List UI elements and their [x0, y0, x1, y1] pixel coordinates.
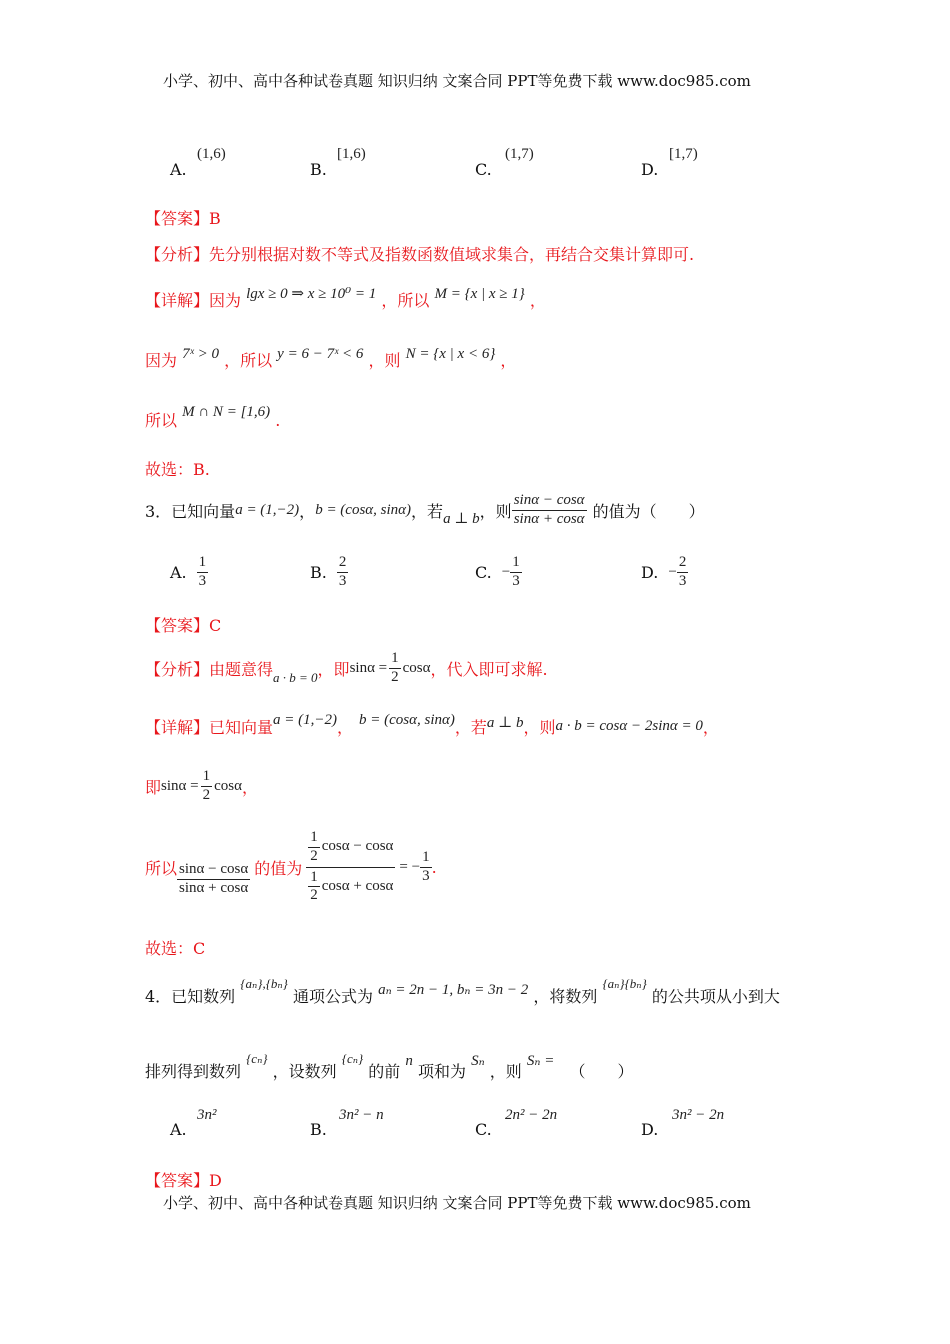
q3-l3-text3: . — [431, 857, 437, 877]
q3-stem-text1: 3．已知向量 — [145, 501, 236, 521]
q3-l3-fraction — [177, 862, 250, 897]
q3-l3-big-num-a: 1 — [308, 830, 320, 848]
q3-analysis-frac-den: 2 — [391, 668, 399, 685]
q2-l2-math3: N = {x | x < 6} — [405, 346, 496, 362]
q3-detail-line2 — [145, 764, 258, 808]
q3-l3-frac-den: sinα + cosα — [179, 879, 249, 896]
q2-l2-text2: ，所以 — [224, 351, 273, 370]
q3-analysis — [145, 646, 548, 690]
q2-analysis: 【分析】先分别根据对数不等式及指数函数值域求集合，再结合交集计算即可. — [145, 245, 695, 264]
q3-analysis-math1: a · b = 0 — [273, 670, 318, 685]
q4-option-b-letter: B. — [310, 1120, 327, 1139]
q3-option-c-num: 1 — [510, 555, 522, 573]
q3-stem-text4: ，则 — [479, 501, 512, 521]
q4-option-c-value: 2n² − 2n — [505, 1107, 558, 1123]
q2-detail-line3 — [145, 404, 281, 431]
q4-l2-math5: Sₙ = — [526, 1053, 555, 1069]
q3-detail-text3: ，若 — [454, 717, 487, 737]
q4-l2-math1: {cₙ} — [246, 1051, 268, 1066]
q2-option-d-letter: D. — [641, 160, 659, 179]
q3-analysis-fraction — [389, 651, 401, 686]
q3-l2-fraction — [201, 769, 213, 804]
q3-option-d-num: 2 — [677, 555, 689, 573]
q2-l2-text3: ，则 — [368, 351, 401, 370]
q3-detail-math3: a ⊥ b — [486, 714, 524, 731]
q2-detail-line2 — [145, 348, 516, 371]
q2-detail-math1: lgx ≥ 0 ⇒ x ≥ 10⁰ = 1 — [246, 286, 377, 302]
q4-option-c-letter: C. — [475, 1120, 492, 1139]
q2-choose: 故选：B. — [145, 460, 210, 479]
q3-l3-result-fraction — [420, 850, 432, 885]
page-footer: 小学、初中、高中各种试卷真题 知识归纳 文案合同 PPT等免费下载 www.doc985.com — [163, 1194, 751, 1212]
q4-stem-text4: 的公共项从小到大 — [651, 987, 780, 1006]
q3-option-a-den: 3 — [198, 572, 207, 589]
q2-l3-text2: . — [275, 411, 281, 430]
q3-l2-text1: 即 — [145, 777, 162, 797]
q2-option-c-letter: C. — [475, 160, 492, 179]
q4-option-d-value: 3n² − 2n — [672, 1107, 725, 1123]
q2-detail-text1: ，所以 — [381, 291, 430, 310]
q3-stem-math1: a = (1,−2) — [235, 501, 300, 518]
q2-l3-text1: 所以 — [145, 411, 178, 430]
q4-stem-math1: {aₙ},{bₙ} — [240, 976, 288, 991]
q3-detail-text4: ，则 — [523, 717, 556, 737]
q4-l2-text4: 项和为 — [417, 1062, 466, 1081]
q3-l3-frac-num: sinα − cosα — [177, 862, 250, 880]
q3-analysis-math2b: cosα — [402, 659, 431, 676]
q4-stem-line1 — [145, 976, 780, 1007]
q3-stem-fraction — [512, 493, 587, 528]
q2-l3-math1: M ∩ N = [1,6) — [182, 404, 271, 420]
q3-detail-math4: a · b = cosα − 2sinα = 0 — [555, 717, 703, 734]
q3-stem-frac-den: sinα + cosα — [513, 510, 585, 527]
q3-option-a — [170, 552, 208, 592]
q2-option-a-value: (1,6) — [197, 146, 226, 162]
q3-l3-text2: 的值为 — [254, 858, 303, 878]
q3-option-d-fraction — [677, 555, 689, 590]
q3-option-a-fraction — [197, 555, 209, 590]
q3-l2-math1a: sinα = — [161, 777, 199, 794]
page-header: 小学、初中、高中各种试卷真题 知识归纳 文案合同 PPT等免费下载 www.doc985.com — [163, 72, 751, 90]
q4-l2-text6: （ ） — [569, 1062, 634, 1081]
q2-detail-text2: ， — [529, 291, 546, 310]
q2-option-b-value: [1,6) — [337, 146, 366, 162]
q3-option-d-sign: − — [668, 563, 677, 580]
q2-option-d-value: [1,7) — [669, 146, 698, 162]
q4-option-a-letter: A. — [170, 1120, 187, 1139]
q3-option-c-letter: C. — [475, 562, 492, 582]
q3-option-a-letter: A. — [170, 562, 187, 582]
q4-stem-math2: aₙ = 2n − 1, bₙ = 3n − 2 — [378, 982, 529, 998]
q4-stem-line2 — [145, 1051, 634, 1082]
q4-option-a-value: 3n² — [197, 1107, 217, 1123]
q3-detail-text2: ， — [337, 717, 354, 737]
q3-analysis-frac-num: 1 — [389, 651, 401, 669]
q3-l3-big-num-b: 2 — [310, 847, 318, 864]
q4-stem-math3: {aₙ}{bₙ} — [602, 976, 647, 991]
q3-detail-math2: b = (cosα, sinα) — [359, 711, 455, 728]
q3-l3-big-num — [306, 830, 395, 868]
q2-detail-label: 【详解】因为 — [145, 291, 242, 310]
q2-option-b-letter: B. — [310, 160, 327, 179]
q3-detail-line3 — [145, 822, 437, 912]
q3-l2-frac-num: 1 — [201, 769, 213, 787]
q3-stem-math2: b = (cosα, sinα) — [315, 501, 412, 518]
q3-option-c-sign: − — [501, 563, 511, 580]
q3-l2-math1b: cosα — [214, 777, 242, 794]
q2-l2-text1: 因为 — [145, 351, 178, 370]
q3-detail-text5: ， — [702, 717, 719, 737]
q3-stem-frac-num: sinα − cosα — [512, 493, 587, 511]
q3-option-d-letter: D. — [641, 562, 659, 582]
q3-l3-text1: 所以 — [145, 858, 178, 878]
q4-l2-math3: n — [405, 1053, 413, 1069]
q3-analysis-math2a: sinα = — [349, 659, 388, 676]
q3-analysis-text2: ，即 — [317, 659, 350, 679]
q3-stem-text2: ， — [299, 501, 316, 521]
q3-option-b-den: 3 — [338, 572, 347, 589]
q2-detail-line1 — [145, 288, 546, 311]
q3-analysis-text1: 【分析】由题意得 — [145, 659, 274, 679]
q2-option-c-value: (1,7) — [505, 146, 534, 162]
q3-l3-big-den — [306, 868, 395, 905]
q3-option-d — [641, 552, 688, 592]
q3-stem-text5: 的值为（ ） — [592, 501, 705, 521]
q3-l3-big-den-half — [308, 870, 320, 905]
q3-detail-math1: a = (1,−2) — [273, 711, 337, 728]
q3-option-b-letter: B. — [310, 562, 327, 582]
q3-option-b — [310, 552, 348, 592]
q3-option-d-den: 3 — [678, 572, 687, 589]
q3-option-b-num: 2 — [337, 555, 349, 573]
q2-detail-math2: M = {x | x ≥ 1} — [434, 286, 525, 302]
q3-answer: 【答案】C — [145, 616, 222, 635]
q3-option-c-fraction — [510, 555, 522, 590]
q3-l3-big-den-a: 1 — [308, 870, 320, 888]
q3-detail-text1: 【详解】已知向量 — [145, 717, 274, 737]
q3-stem-math3: a ⊥ b — [443, 510, 480, 527]
q4-l2-text5: ，则 — [489, 1062, 522, 1081]
q3-analysis-text3: ，代入即可求解. — [430, 659, 548, 679]
q3-l3-big-den-c: cosα + cosα — [321, 877, 394, 894]
q4-option-b-value: 3n² − n — [339, 1107, 384, 1123]
q3-option-a-num: 1 — [197, 555, 209, 573]
q3-l2-text2: ， — [241, 777, 258, 797]
q4-l2-text1: 排列得到数列 — [145, 1062, 242, 1081]
q4-l2-text2: ，设数列 — [272, 1062, 337, 1081]
q3-option-c — [475, 552, 522, 592]
q2-l2-text4: ， — [500, 351, 517, 370]
q3-l3-res-den: 3 — [422, 867, 430, 884]
q3-option-c-den: 3 — [512, 572, 520, 589]
q3-l3-big-fraction — [306, 830, 395, 904]
q4-stem-text2: 通项公式为 — [292, 987, 373, 1006]
q2-l2-math2: y = 6 − 7ˣ < 6 — [277, 346, 364, 362]
q3-l3-big-num-c: cosα − cosα — [321, 838, 394, 855]
q3-stem-text3: ，若 — [411, 501, 444, 521]
q2-option-a-letter: A. — [170, 160, 187, 179]
q3-l3-res-num: 1 — [420, 850, 432, 868]
q3-l3-big-den-b: 2 — [310, 887, 318, 904]
q4-l2-math2: {cₙ} — [341, 1051, 364, 1066]
q4-option-d-letter: D. — [641, 1120, 659, 1139]
q4-l2-math4: Sₙ — [471, 1053, 485, 1069]
q3-choose: 故选：C — [145, 939, 206, 958]
q2-answer: 【答案】B — [145, 209, 221, 228]
q3-option-b-fraction — [337, 555, 349, 590]
q4-stem-text3: ，将数列 — [533, 987, 598, 1006]
q3-l2-frac-den: 2 — [202, 786, 211, 803]
q3-l3-equals: = − — [399, 858, 421, 875]
q3-detail-line1 — [145, 710, 719, 742]
q3-stem — [145, 488, 705, 532]
q2-l2-math1: 7ˣ > 0 — [182, 346, 219, 362]
q4-answer: 【答案】D — [145, 1171, 222, 1190]
q3-l3-big-num-half — [308, 830, 320, 865]
q4-l2-text3: 的前 — [368, 1062, 401, 1081]
q4-stem-text1: 4．已知数列 — [145, 987, 236, 1006]
